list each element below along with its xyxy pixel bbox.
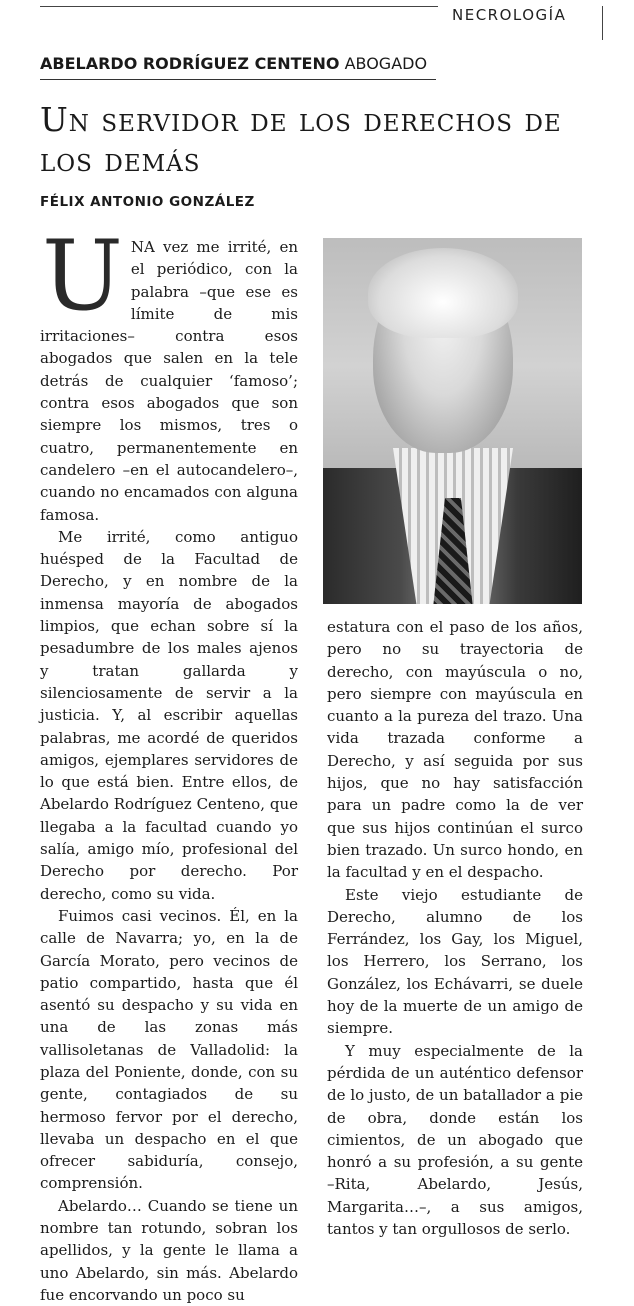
- paragraph-6: Y muy especialmente de la pérdida de un auténtico defensor de lo justo, de un batallador a pie de obra, donde están los cimientos, de un abogado que honró a su profesión, a su gente –Rita, Abelardo, Jesús, Margarita…–, a sus amigos, tantos y tan orgullosos de serlo.: [327, 1041, 583, 1239]
- paragraph-4: Abelardo… Cuando se tiene un nombre tan rotundo, sobran los apellidos, y la gente le llama a uno Abelardo, sin más. Abelardo fue encorvando un poco su: [40, 1196, 298, 1304]
- byline: FÉLIX ANTONIO GONZÁLEZ: [40, 194, 255, 210]
- drop-cap: U: [42, 220, 123, 332]
- paragraph-5: Este viejo estudiante de Derecho, alumno de los Ferrández, los Gay, los Miguel, los Herrero, los Serrano, los González, los Echávarri, se duele hoy de la muerte de un amigo de siempre.: [327, 885, 583, 1038]
- subject-name: ABELARDO RODRÍGUEZ CENTENO: [40, 54, 340, 73]
- paragraph-2: Me irrité, como antiguo huésped de la Facultad de Derecho, y en nombre de la inmensa mayoría de abogados limpios, que echan sobre sí la pesadumbre de los males ajenos y tratan gallarda y silenciosamente de servir a la justicia. Y, al escribir aquellas palabras, me acordé de queridos amigos, ejemplares servidores de lo que está bien. Entre ellos, de Abelardo Rodríguez Centeno, que llegaba a la facultad cuando yo salía, amigo mío, profesional del Derecho por derecho. Por derecho, como su vida.: [40, 527, 298, 903]
- section-top-rule: [40, 6, 438, 7]
- subject-role: ABOGADO: [344, 54, 428, 73]
- portrait-photo: [323, 238, 582, 604]
- paragraph-3: Fuimos casi vecinos. Él, en la calle de Navarra; yo, en la de García Morato, pero vecinos de patio compartido, hasta que él asentó su despacho y su vida en una de las zonas más vallisoletanas de Valladolid: la plaza del Poniente, donde, con su gente, contagiados de su hermoso fervor por el derecho, llevaba un despacho en el que ofrecer sabiduría, consejo, comprensión.: [40, 906, 298, 1193]
- article-column-left: [40, 220, 298, 1306]
- section-right-rule: [602, 6, 603, 40]
- subject-rule: [40, 79, 436, 80]
- subject-line: [40, 54, 600, 73]
- photo-hair: [368, 248, 518, 338]
- paragraph-4-continued: estatura con el paso de los años, pero no su trayectoria de derecho, con mayúscula o no, pero siempre con mayúscula en cuanto a la pureza del trazo. Una vida trazada conforme a Derecho, y así seguida por sus hijos, que no hay satisfacción para un padre como la de ver que sus hijos continúan el surco bien trazado. Un surco hondo, en la facultad y en el despacho.: [327, 618, 583, 882]
- paragraph-1: [40, 220, 298, 526]
- article-column-right: [327, 616, 583, 1240]
- paragraph-1-text: NA vez me irrité, en el periódico, con la palabra –que ese es límite de mis irritaciones– contra esos abogados que salen en la tele detrás de cualquier ‘famoso’; contra esos abogados que son siempre los mismos, tres o cuatro, permanentemente en candelero –en el autocandelero–, cuando no encamados con alguna famosa.: [40, 238, 298, 524]
- headline: Un servidor de los derechos de los demás: [40, 100, 562, 179]
- section-label: NECROLOGÍA: [452, 6, 567, 24]
